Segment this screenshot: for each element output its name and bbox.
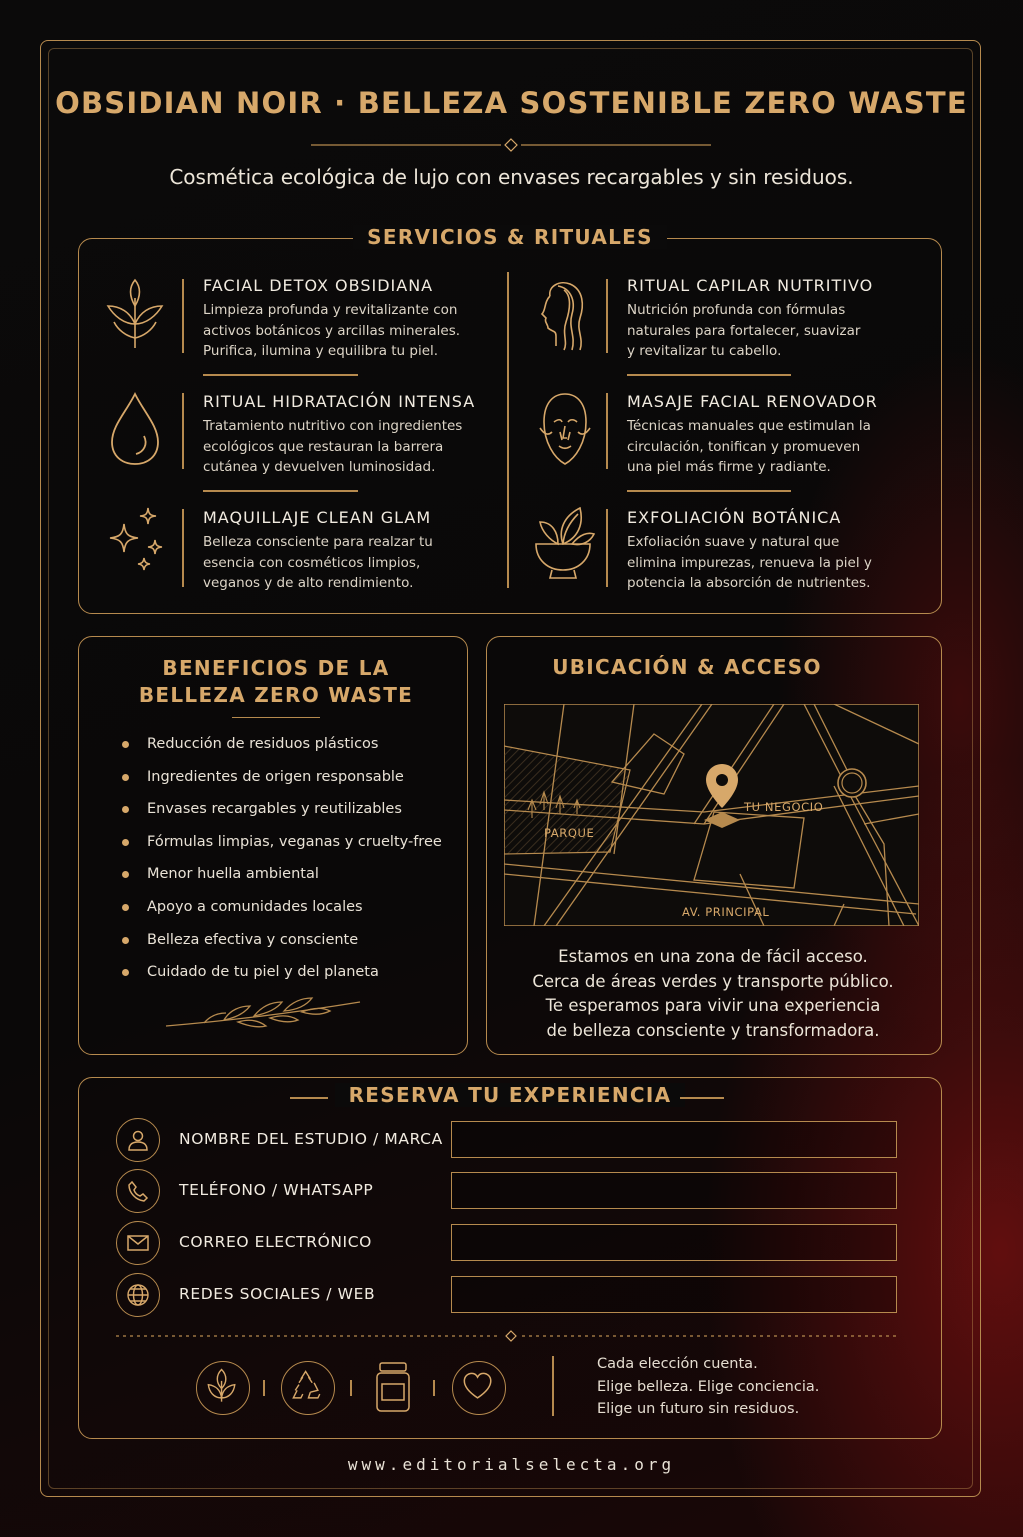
icon-divider bbox=[182, 393, 184, 469]
services-row-divider bbox=[203, 490, 358, 492]
service-description: Nutrición profunda con fórmulas naturales para fortalecer, suavizar y revitalizar tu cabello. bbox=[627, 302, 861, 359]
form-row-social bbox=[116, 1273, 898, 1317]
tagline: Cada elección cuenta. Elige belleza. Elige conciencia. Elige un futuro sin residuos. bbox=[597, 1356, 820, 1417]
service-name: MAQUILLAJE CLEAN GLAM bbox=[203, 508, 432, 527]
form-row-name bbox=[116, 1118, 898, 1162]
icon-divider bbox=[606, 393, 608, 469]
service-name: RITUAL CAPILAR NUTRITIVO bbox=[627, 276, 874, 295]
service-item bbox=[627, 392, 927, 478]
website-link[interactable]: www.editorialselecta.org bbox=[347, 1455, 676, 1474]
service-item bbox=[203, 276, 503, 362]
list-item: Fórmulas limpias, veganas y cruelty-free bbox=[120, 831, 442, 864]
map-business-label: TU NEGOCIO bbox=[744, 800, 824, 814]
brand-name-field[interactable] bbox=[451, 1121, 897, 1158]
field-label: CORREO ELECTRÓNICO bbox=[179, 1233, 372, 1251]
location-title: UBICACIÓN & ACCESO bbox=[552, 655, 822, 679]
service-name: MASAJE FACIAL RENOVADOR bbox=[627, 392, 878, 411]
benefits-title-underline bbox=[232, 717, 320, 718]
services-row-divider bbox=[203, 374, 358, 376]
leaf-sprout-icon bbox=[100, 276, 170, 356]
benefits-list bbox=[120, 733, 442, 994]
icon-divider bbox=[606, 509, 608, 587]
services-column-divider bbox=[507, 272, 509, 588]
services-title: SERVICIOS & RITUALES bbox=[78, 225, 942, 249]
list-item: Envases recargables y reutilizables bbox=[120, 798, 442, 831]
service-name: RITUAL HIDRATACIÓN INTENSA bbox=[203, 392, 476, 411]
booking-title-rule bbox=[290, 1097, 328, 1099]
eco-leaf-icon bbox=[196, 1361, 250, 1415]
form-row-email bbox=[116, 1221, 898, 1265]
service-description: Técnicas manuales que estimulan la circulación, tonifican y promueven una piel más firme y radiante. bbox=[627, 418, 871, 475]
globe-icon bbox=[116, 1273, 160, 1317]
location-map bbox=[504, 704, 919, 926]
icon-separator bbox=[433, 1380, 435, 1396]
list-item: Menor huella ambiental bbox=[120, 863, 442, 896]
page-subtitle: Cosmética ecológica de lujo con envases recargables y sin residuos. bbox=[169, 165, 854, 189]
icon-divider bbox=[606, 279, 608, 353]
service-item bbox=[203, 508, 503, 594]
list-item: Reducción de residuos plásticos bbox=[120, 733, 442, 766]
page-title: OBSIDIAN NOIR · BELLEZA SOSTENIBLE ZERO WASTE bbox=[55, 86, 968, 120]
laurel-branch-icon bbox=[164, 996, 364, 1032]
map-park-label: PARQUE bbox=[544, 826, 595, 840]
hair-profile-icon bbox=[530, 276, 600, 356]
phone-field[interactable] bbox=[451, 1172, 897, 1209]
service-item bbox=[627, 276, 927, 362]
list-item: Apoyo a comunidades locales bbox=[120, 896, 442, 929]
service-description: Limpieza profunda y revitalizante con activos botánicos y arcillas minerales. Purifica, ilumina y equilibra tu piel. bbox=[203, 302, 461, 359]
service-description: Exfoliación suave y natural que elimina impurezas, renueva la piel y potencia la absorción de nutrientes. bbox=[627, 534, 872, 591]
dotted-divider bbox=[116, 1329, 898, 1343]
mail-icon bbox=[116, 1221, 160, 1265]
phone-icon bbox=[116, 1169, 160, 1213]
sparkles-icon bbox=[100, 504, 170, 584]
list-item: Belleza efectiva y consciente bbox=[120, 929, 442, 962]
map-avenue-label: AV. PRINCIPAL bbox=[682, 905, 770, 919]
service-description: Tratamiento nutritivo con ingredientes ecológicos que restauran la barrera cutánea y devuelven luminosidad. bbox=[203, 418, 463, 475]
email-field[interactable] bbox=[451, 1224, 897, 1261]
face-massage-icon bbox=[530, 388, 600, 468]
service-item bbox=[627, 508, 927, 594]
water-drop-icon bbox=[100, 390, 170, 470]
service-description: Belleza consciente para realzar tu esencia con cosméticos limpios, veganos y de alto rendimiento. bbox=[203, 534, 433, 591]
list-item: Cuidado de tu piel y del planeta bbox=[120, 961, 442, 994]
form-row-phone bbox=[116, 1169, 898, 1213]
list-item: Ingredientes de origen responsable bbox=[120, 766, 442, 799]
icon-separator bbox=[350, 1380, 352, 1396]
service-item bbox=[203, 392, 503, 478]
herbal-bowl-icon bbox=[528, 502, 598, 582]
field-label: NOMBRE DEL ESTUDIO / MARCA bbox=[179, 1130, 443, 1148]
field-label: REDES SOCIALES / WEB bbox=[179, 1285, 376, 1303]
service-name: FACIAL DETOX OBSIDIANA bbox=[203, 276, 434, 295]
icon-divider bbox=[182, 279, 184, 353]
booking-title bbox=[78, 1083, 942, 1107]
user-icon bbox=[116, 1118, 160, 1162]
refill-jar-icon bbox=[374, 1360, 412, 1414]
tagline-divider bbox=[552, 1356, 554, 1416]
social-web-field[interactable] bbox=[451, 1276, 897, 1313]
field-label: TELÉFONO / WHATSAPP bbox=[179, 1181, 374, 1199]
title-ornament bbox=[311, 138, 711, 152]
recycle-icon bbox=[281, 1361, 335, 1415]
icon-separator bbox=[263, 1380, 265, 1396]
location-description: Estamos en una zona de fácil acceso. Cerca de áreas verdes y transporte público. Te esperamos para vivir una experiencia de belleza consciente y transformadora. bbox=[532, 947, 894, 1040]
services-row-divider bbox=[627, 490, 791, 492]
icon-divider bbox=[182, 509, 184, 587]
services-row-divider bbox=[627, 374, 791, 376]
benefits-title: BENEFICIOS DE LA BELLEZA ZERO WASTE bbox=[138, 656, 414, 707]
booking-title-rule bbox=[680, 1097, 724, 1099]
heart-icon bbox=[452, 1361, 506, 1415]
booking-title-text: RESERVA TU EXPERIENCIA bbox=[335, 1083, 686, 1107]
service-name: EXFOLIACIÓN BOTÁNICA bbox=[627, 508, 842, 527]
